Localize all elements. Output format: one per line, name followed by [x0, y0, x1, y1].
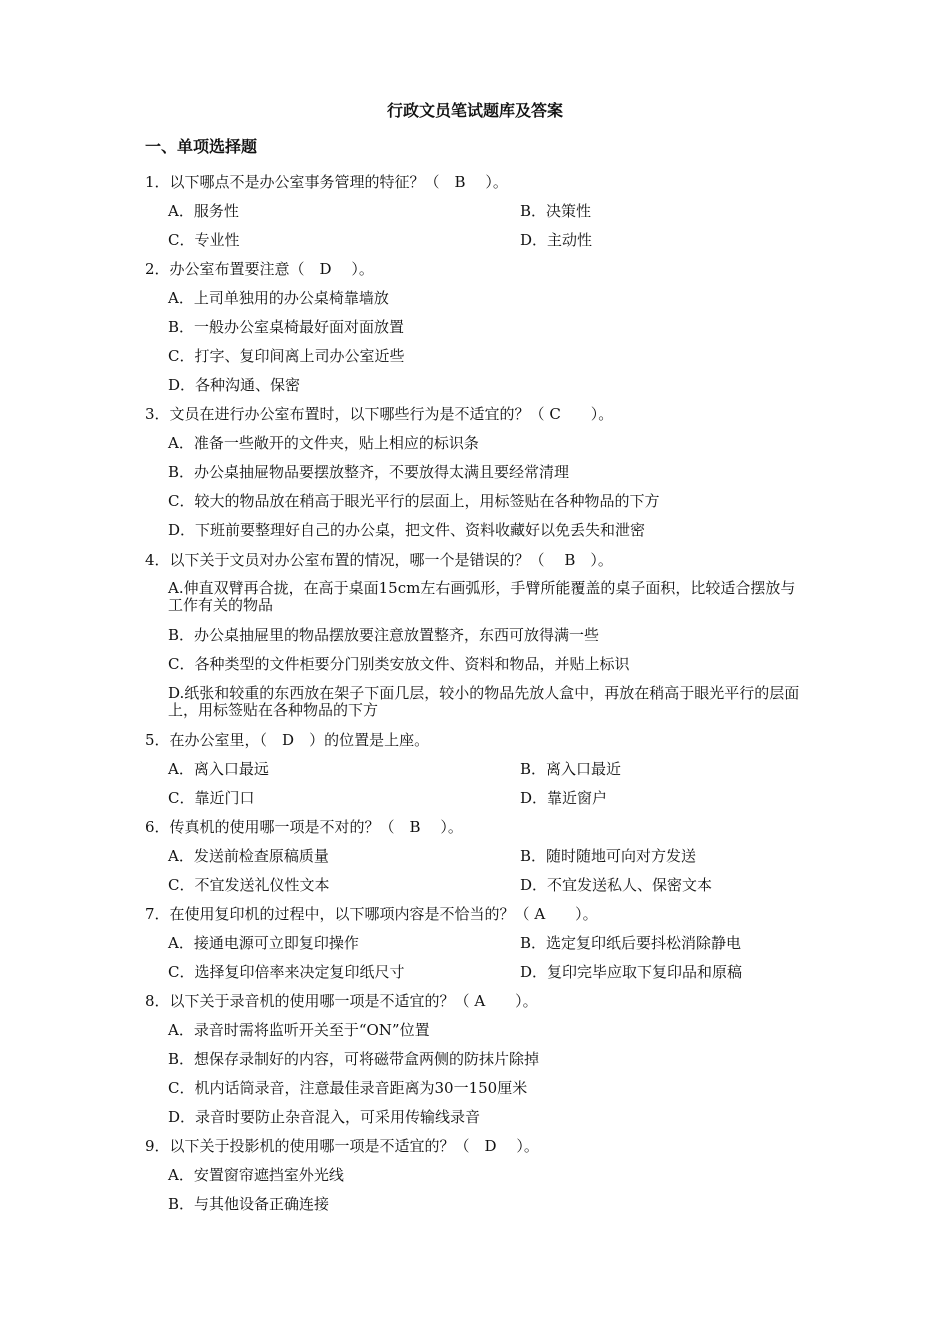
- question-9-option-a: A．安置窗帘遮挡室外光线: [168, 1166, 344, 1184]
- question-7-option-d: D．复印完毕应取下复印品和原稿: [520, 963, 743, 981]
- section-heading: 一、单项选择题: [145, 137, 258, 156]
- question-8-option-b: B．想保存录制好的内容，可将磁带盒两侧的防抹片除掉: [168, 1050, 540, 1068]
- question-7-option-b: B．选定复印纸后要抖松消除静电: [520, 934, 742, 952]
- question-2-stem: 2．办公室布置要注意（ D ）。: [145, 260, 374, 278]
- question-1-option-a: A．服务性: [168, 202, 239, 220]
- question-4-option-c: C．各种类型的文件柜要分门别类安放文件、资料和物品，并贴上标识: [168, 655, 630, 673]
- question-3-option-d: D．下班前要整理好自己的办公桌，把文件、资料收藏好以免丢失和泄密: [168, 521, 646, 539]
- question-5-option-c: C．靠近门口: [168, 789, 255, 807]
- question-8-option-c: C．机内话筒录音，注意最佳录音距离为30一150厘米: [168, 1079, 528, 1097]
- question-3-stem: 3．文员在进行办公室布置时，以下哪些行为是不适宜的？（ C ）。: [145, 405, 614, 423]
- question-5-stem: 5．在办公室里，（ D ）的位置是上座。: [145, 731, 430, 749]
- question-9-stem: 9．以下关于投影机的使用哪一项是不适宜的？（ D ）。: [145, 1137, 539, 1155]
- question-4-option-a: [145, 580, 810, 614]
- question-8-stem: 8．以下关于录音机的使用哪一项是不适宜的？（ A ）。: [145, 992, 538, 1010]
- question-4-option-d: [145, 685, 810, 719]
- question-1-option-b: B．决策性: [520, 202, 592, 220]
- page-title: 行政文员笔试题库及答案: [386, 101, 563, 120]
- question-6-option-a: A．发送前检查原稿质量: [168, 847, 329, 865]
- question-6-stem: 6．传真机的使用哪一项是不对的？（ B ）。: [145, 818, 463, 836]
- question-4-stem: 4．以下关于文员对办公室布置的情况，哪一个是错误的？（ B ）。: [145, 551, 613, 569]
- question-8-option-a: A．录音时需将监听开关至于“ON”位置: [168, 1021, 430, 1039]
- question-5-option-a: A．离入口最远: [168, 760, 269, 778]
- question-4-option-d-text: D.纸张和较重的东西放在架子下面几层，较小的物品先放人盒中，再放在稍高于眼光平行的层面上，用标签贴在各种物品的下方: [168, 684, 800, 719]
- question-1-option-d: D．主动性: [520, 231, 593, 249]
- question-2-option-d: D．各种沟通、保密: [168, 376, 301, 394]
- question-7-stem: 7．在使用复印机的过程中，以下哪项内容是不恰当的？（ A ）。: [145, 905, 598, 923]
- question-5-option-d: D．靠近窗户: [520, 789, 608, 807]
- question-6-option-c: C．不宜发送礼仪性文本: [168, 876, 330, 894]
- question-4-option-a-text: A.伸直双臂再合拢，在高于桌面15cm左右画弧形，手臂所能覆盖的桌子面积，比较适合摆放与工作有关的物品: [168, 579, 796, 614]
- question-2-option-c: C．打字、复印间离上司办公室近些: [168, 347, 405, 365]
- question-2-option-b: B．一般办公室桌椅最好面对面放置: [168, 318, 405, 336]
- question-2-option-a: A．上司单独用的办公桌椅靠墙放: [168, 289, 389, 307]
- question-8-option-d: D．录音时要防止杂音混入，可采用传输线录音: [168, 1108, 481, 1126]
- question-3-option-b: B．办公桌抽屉物品要摆放整齐，不要放得太满且要经常清理: [168, 463, 570, 481]
- question-6-option-b: B．随时随地可向对方发送: [520, 847, 697, 865]
- question-1-option-c: C．专业性: [168, 231, 240, 249]
- question-9-option-b: B．与其他设备正确连接: [168, 1195, 330, 1213]
- question-7-option-c: C．选择复印倍率来决定复印纸尺寸: [168, 963, 405, 981]
- question-1-stem: 1．以下哪点不是办公室事务管理的特征？（ B ）。: [145, 173, 508, 191]
- question-3-option-a: A．准备一些敞开的文件夹，贴上相应的标识条: [168, 434, 479, 452]
- question-6-option-d: D．不宜发送私人、保密文本: [520, 876, 713, 894]
- question-4-option-b: B．办公桌抽屉里的物品摆放要注意放置整齐，东西可放得满一些: [168, 626, 600, 644]
- question-5-option-b: B．离入口最近: [520, 760, 622, 778]
- question-7-option-a: A．接通电源可立即复印操作: [168, 934, 359, 952]
- question-3-option-c: C．较大的物品放在稍高于眼光平行的层面上，用标签贴在各种物品的下方: [168, 492, 660, 510]
